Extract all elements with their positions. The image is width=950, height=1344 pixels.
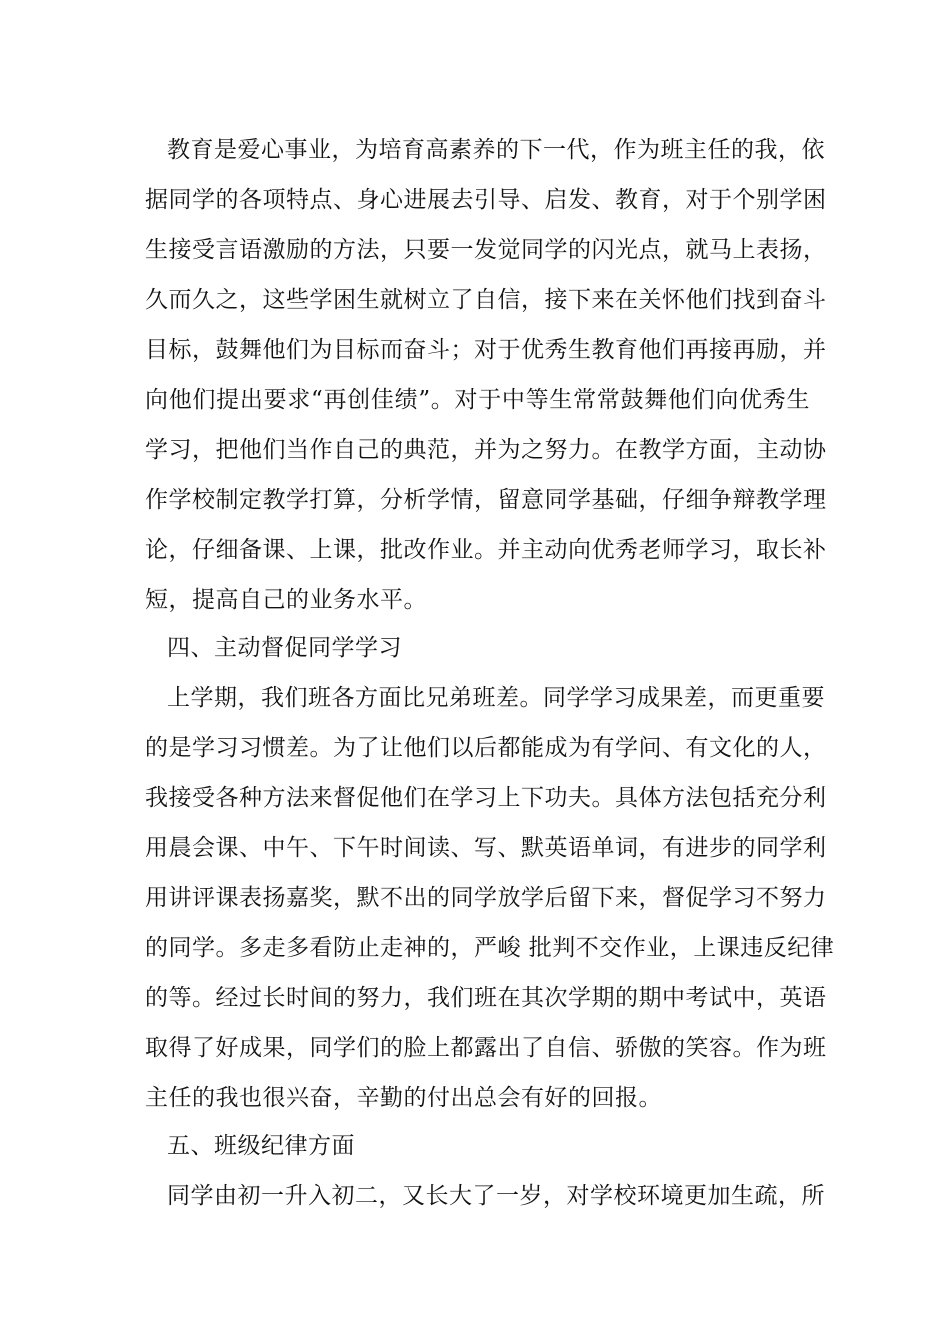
- paragraph-line: 学习，把他们当作自己的典范，并为之努力。在教学方面，主动协: [145, 437, 827, 463]
- paragraph-line: 短，提高自己的业务水平。: [145, 587, 427, 613]
- paragraph-line: 作学校制定教学打算，分析学情，留意同学基础，仔细争辩教学理: [145, 487, 827, 513]
- paragraph-line: 据同学的各项特点、身心进展去引导、启发、教育，对于个别学困: [145, 187, 827, 213]
- paragraph-line: 教育是爱心事业，为培育高素养的下一代，作为班主任的我，依: [167, 137, 825, 163]
- paragraph-line: 的等。经过长时间的努力，我们班在其次学期的期中考试中，英语: [145, 985, 827, 1011]
- paragraph-line: 生接受言语激励的方法，只要一发觉同学的闪光点，就马上表扬，: [145, 237, 827, 263]
- paragraph-line: 同学由初一升入初二，又长大了一岁，对学校环境更加生疏，所: [167, 1183, 825, 1209]
- paragraph-line: 用讲评课表扬嘉奖，默不出的同学放学后留下来，督促学习不努力: [145, 885, 827, 911]
- paragraph-line: 的是学习习惯差。为了让他们以后都能成为有学问、有文化的人，: [145, 735, 827, 761]
- paragraph-line: 上学期，我们班各方面比兄弟班差。同学学习成果差，而更重要: [167, 685, 825, 711]
- paragraph-line: 向他们提出要求“再创佳绩”。对于中等生常常鼓舞他们向优秀生: [145, 387, 810, 413]
- paragraph-line: 取得了好成果，同学们的脸上都露出了自信、骄傲的笑容。作为班: [145, 1035, 827, 1061]
- paragraph-line: 我接受各种方法来督促他们在学习上下功夫。具体方法包括充分利: [145, 785, 827, 811]
- paragraph-line: 目标，鼓舞他们为目标而奋斗；对于优秀生教育他们再接再励，并: [145, 337, 827, 363]
- paragraph-line: 论，仔细备课、上课，批改作业。并主动向优秀老师学习，取长补: [145, 537, 827, 563]
- section-heading-class-discipline: 五、班级纪律方面: [167, 1133, 355, 1159]
- section-heading-study-supervision: 四、主动督促同学学习: [167, 635, 402, 661]
- paragraph-line: 久而久之，这些学困生就树立了自信，接下来在关怀他们找到奋斗: [145, 287, 827, 313]
- paragraph-line: 主任的我也很兴奋，辛勤的付出总会有好的回报。: [145, 1085, 662, 1111]
- paragraph-line: 的同学。多走多看防止走神的，严峻 批判不交作业，上课违反纪律: [145, 935, 835, 961]
- paragraph-line: 用晨会课、中午、下午时间读、写、默英语单词，有进步的同学利: [145, 835, 827, 861]
